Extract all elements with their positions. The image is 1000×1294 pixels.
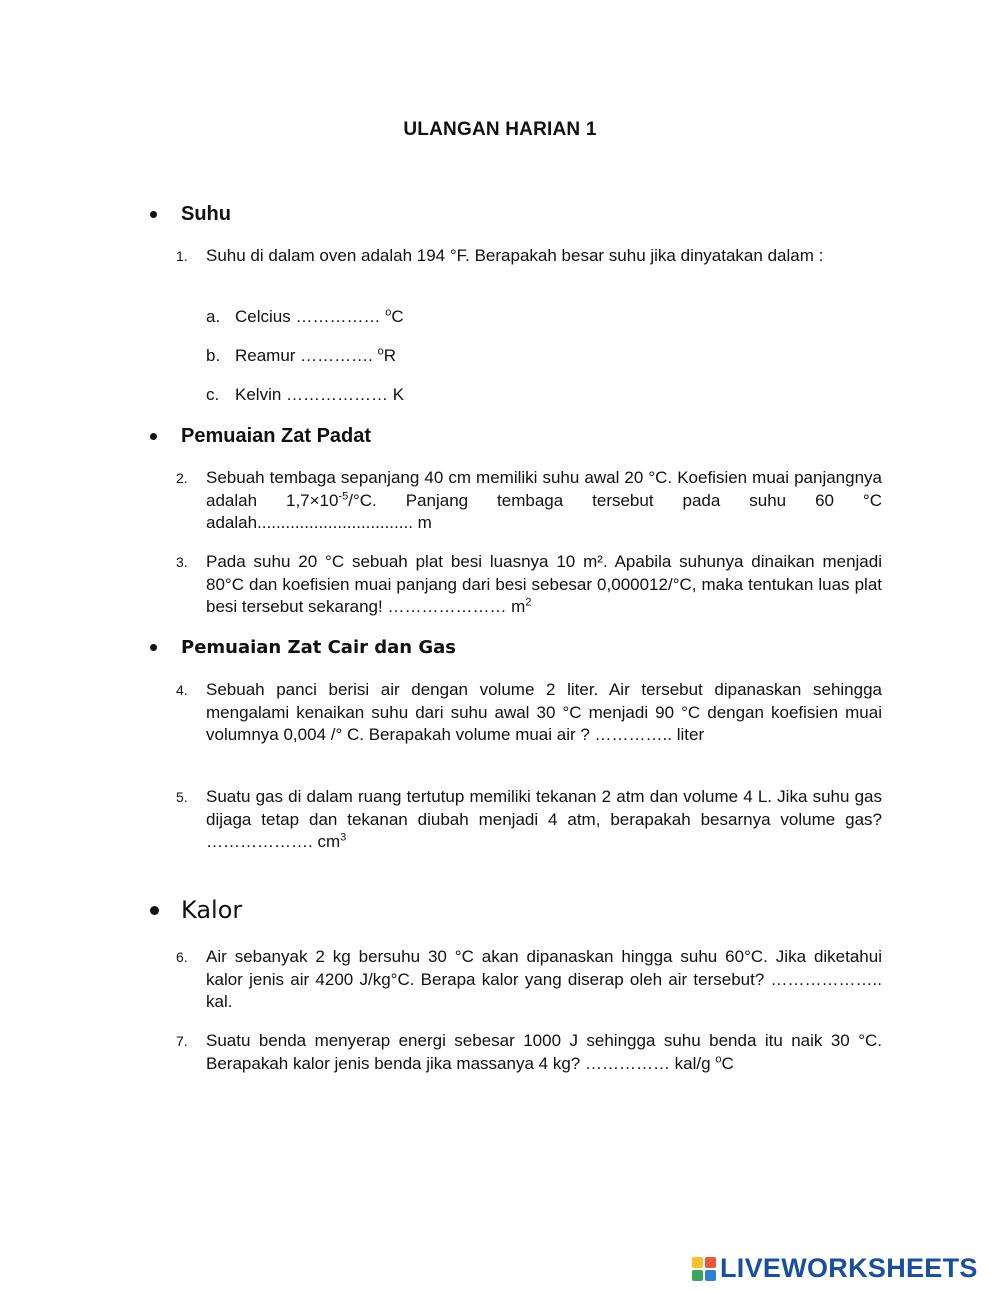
question-4 — [176, 679, 882, 747]
question-5 — [176, 786, 882, 854]
option-a — [206, 307, 404, 327]
bullet-icon — [150, 433, 157, 440]
bullet-icon — [150, 906, 159, 915]
option-c — [206, 385, 404, 405]
question-number: 6. — [176, 949, 188, 965]
question-number: 1. — [176, 248, 188, 264]
option-text: Celcius …………… — [235, 307, 386, 326]
option-b — [206, 346, 396, 366]
question-number: 7. — [176, 1033, 188, 1049]
option-letter: c. — [206, 385, 220, 404]
question-number: 4. — [176, 682, 188, 698]
bullet-icon — [150, 211, 157, 218]
option-letter: b. — [206, 346, 221, 365]
liveworksheets-logo — [692, 1253, 978, 1284]
bullet-icon — [150, 644, 157, 651]
option-unit: R — [383, 346, 397, 365]
question-2 — [176, 467, 882, 535]
question-number: 5. — [176, 789, 188, 805]
section-title: Kalor — [181, 896, 243, 924]
question-6 — [176, 946, 882, 1014]
question-text: Suhu di dalam oven adalah 194 °F. Berapakah besar suhu jika dinyatakan dalam : — [206, 246, 824, 265]
question-1 — [176, 245, 882, 268]
question-text: Sebuah tembaga sepanjang 40 cm memiliki suhu awal 20 °C. Koefisien muai panjangnya adalah $1,7\times 10^{-5}/^\circ C$. Panjang tembaga tersebut pada suhu 60 °C adalah................................. m — [206, 468, 882, 532]
option-unit: C — [391, 307, 404, 326]
liveworksheets-icon — [692, 1257, 716, 1281]
question-text: Pada suhu 20 °C sebuah plat besi luasnya 10 m². Apabila suhunya dinaikan menjadi 80°C dan koefisien muai panjang dari besi sebesar 0,000012/°C, maka tentukan luas plat besi tersebut sekarang! ………………… $m^2$ — [206, 552, 882, 616]
question-number: 3. — [176, 554, 188, 570]
question-number: 2. — [176, 470, 188, 486]
watermark-text: LIVEWORKSHEETS — [720, 1253, 978, 1283]
question-text: Air sebanyak 2 kg bersuhu 30 °C akan dipanaskan hingga suhu 60°C. Jika diketahui kalor jenis air 4200 J/kg°C. Berapa kalor yang diserap oleh air tersebut? ……………….. kal. — [206, 947, 882, 1011]
option-text: Kelvin ……………… K — [235, 385, 405, 404]
question-3 — [176, 551, 882, 619]
question-7 — [176, 1030, 882, 1075]
section-pemuaian-padat — [146, 425, 371, 448]
degree-sup: o — [377, 345, 384, 358]
question-text: Suatu gas di dalam ruang tertutup memiliki tekanan 2 atm dan volume 4 L. Jika suhu gas dijaga tetap dan tekanan diubah menjadi 4 atm, berapakah besarnya volume gas? ………………. $cm^3$ — [206, 787, 882, 851]
page-title: ULANGAN HARIAN 1 — [403, 119, 597, 140]
section-pemuaian-cair-gas — [146, 637, 456, 658]
section-title: Pemuaian Zat Padat — [181, 425, 372, 447]
option-text: Reamur …………. — [235, 346, 378, 365]
section-suhu — [146, 203, 231, 226]
question-text: Sebuah panci berisi air dengan volume 2 liter. Air tersebut dipanaskan sehingga mengalami kenaikan suhu dari suhu awal 30 °C menjadi 90 °C dengan koefisien muai volumnya 0,004 /° C. Berapakah volume muai air ? ………….. liter — [206, 680, 882, 744]
degree-sup: o — [385, 306, 392, 319]
option-letter: a. — [206, 307, 221, 326]
section-title: Pemuaian Zat Cair dan Gas — [181, 637, 457, 658]
question-text: Suatu benda menyerap energi sebesar 1000 J sehingga suhu benda itu naik 30 °C. Berapakah kalor jenis benda jika massanya 4 kg? …………… kal/g $^o$C — [206, 1031, 882, 1073]
section-title: Suhu — [181, 203, 231, 225]
section-kalor — [146, 896, 242, 924]
